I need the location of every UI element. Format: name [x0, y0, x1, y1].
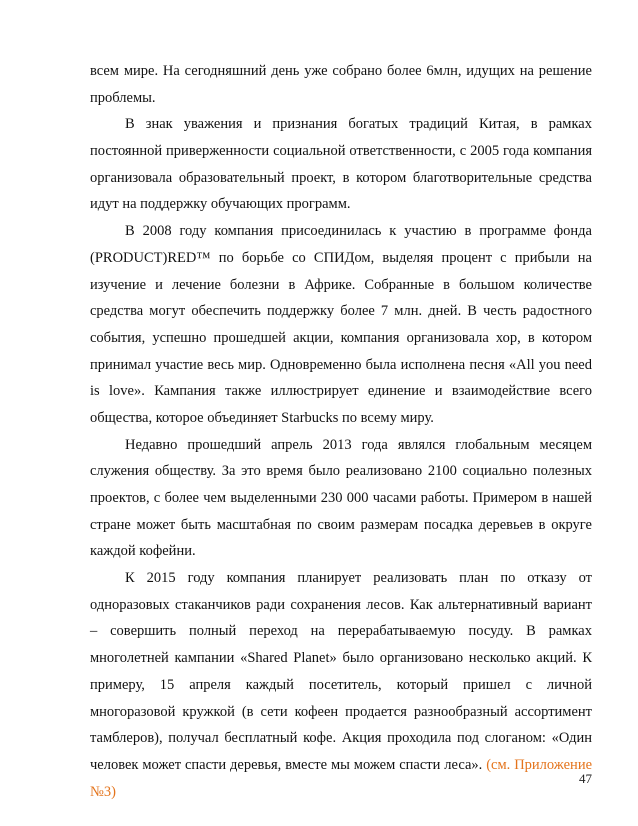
text-line: – совершить полный переход на перерабатываемую посуду. В рамках [90, 623, 592, 640]
text-line: события, успешно прошедшей акции, компания организовала хор, в котором [90, 329, 592, 346]
text-line: средства могут обеспечить поддержку более 7 млн. дней. В честь радостного [90, 303, 592, 320]
appendix-reference[interactable]: (см. Приложение [486, 756, 593, 773]
text-line: (PRODUCT)RED™ по борьбе со СПИДом, выделяя процент с прибыли на [90, 249, 592, 266]
text-line: каждой кофейни. [90, 543, 196, 560]
paragraph-start: В знак уважения и признания богатых традиций Китая, в рамках [125, 116, 592, 133]
text-line: принимал участие весь мир. Одновременно была исполнена песня «All you need [90, 356, 592, 373]
appendix-reference-number[interactable]: №3) [90, 783, 116, 800]
text-line: тамблеров), получал бесплатный кофе. Акция проходила под слоганом: «Один [90, 730, 592, 747]
text-line: организовала образовательный проект, в котором благотворительные средства [90, 169, 592, 186]
text-line: проектов, с более чем выделенными 230 000 часами работы. Примером в нашей [90, 490, 592, 506]
document-page [90, 58, 592, 805]
text-line: идут на поддержку обучающих программ. [90, 196, 351, 213]
text-line: стране может быть масштабная по своим размерам посадка деревьев в округе [90, 516, 592, 533]
text-line: служения обществу. За это время было реализовано 2100 социально полезных [90, 463, 592, 480]
text-line: изучение и лечение болезни в Африке. Собранные в большом количестве [90, 276, 592, 293]
text-line: общества, которое объединяет Starbucks по всему миру. [90, 409, 434, 426]
text-line-reference-end [90, 779, 592, 806]
paragraph-start: К 2015 году компания планирует реализовать план по отказу от [125, 570, 592, 587]
text-line: многоразовой кружкой (в сети кофеен продается разнообразный ассортимент [90, 703, 592, 720]
text-line: всем мире. На сегодняшний день уже собрано более 6млн, идущих на решение [90, 63, 592, 79]
paragraph-start: В 2008 году компания присоединилась к участию в программе фонда [125, 223, 592, 240]
text-line: проблемы. [90, 89, 156, 106]
text-line: многолетней кампании «Shared Planet» было организовано несколько акций. К [90, 650, 592, 667]
text-line-with-reference [90, 752, 592, 779]
text-line: примеру, 15 апреля каждый посетитель, который пришел с личной [90, 676, 592, 693]
text-line: одноразовых стаканчиков ради сохранения лесов. Как альтернативный вариант [90, 596, 592, 613]
page-number: 47 [579, 771, 592, 786]
paragraph-start: Недавно прошедший апрель 2013 года являлся глобальным месяцем [125, 436, 592, 453]
text-line: is love». Кампания также иллюстрирует единение и взаимодействие всего [90, 383, 592, 400]
text-line-body: человек может спасти деревья, вместе мы можем спасти леса». [90, 756, 483, 773]
text-line: постоянной приверженности социальной ответственности, с 2005 года компания [90, 143, 592, 160]
